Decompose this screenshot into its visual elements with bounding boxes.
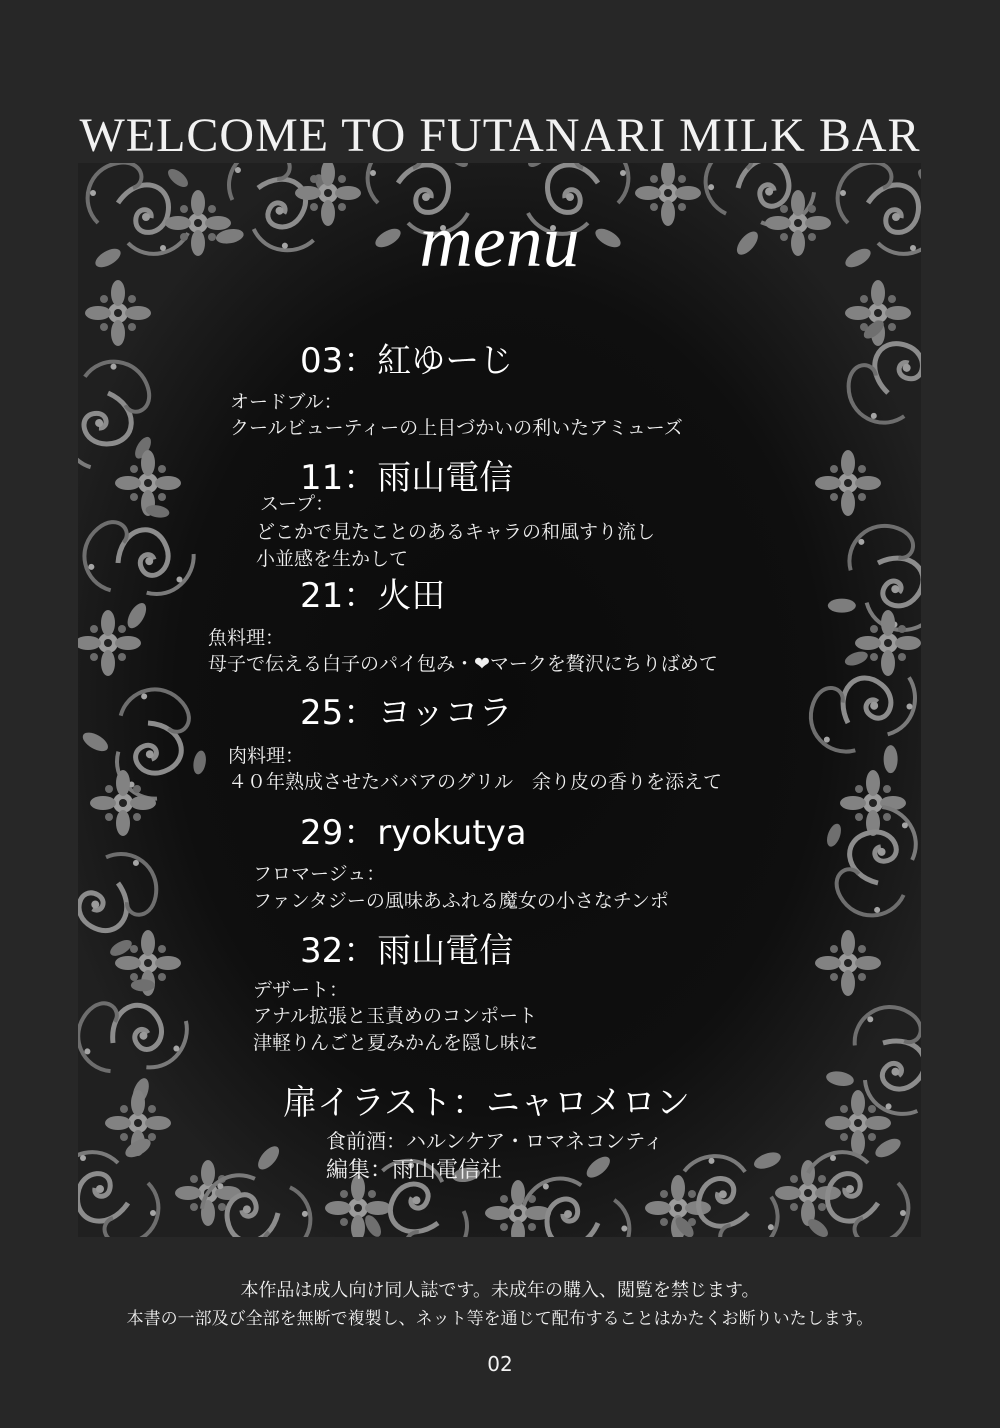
section-line-25-1: ４０年熟成させたババアのグリル 余り皮の香りを添えて [228,771,723,793]
section-course-21: 魚料理： [208,627,285,649]
page-number: 02 [487,1352,513,1376]
section-line-29-1: ファンタジーの風味あふれる魔女の小さなチンポ [253,890,669,912]
page-title: WELCOME TO FUTANARI MILK BAR [79,109,921,162]
section-heading-29: 29：ryokutya [300,813,527,853]
section-heading-32: 32：雨山電信 [300,931,514,971]
section-heading-11: 11：雨山電信 [300,458,514,498]
menu-title: menu [419,201,580,283]
section-heading-25: 25：ヨッコラ [300,693,513,733]
menu-content [78,163,921,1237]
section-line-11-2: 小並感を生かして [256,548,409,570]
section-line-21-1: 母子で伝える白子のパイ包み・❤マークを贅沢にちりばめて [208,653,718,675]
copyright-notice: 本書の一部及び全部を無断で複製し、ネット等を通じて配布することはかたくお断りいたします。 [126,1309,874,1329]
section-line-11-1: どこかで見たことのあるキャラの和風すり流し [256,521,656,543]
credit-editor: 編集：雨山電信社 [326,1158,503,1183]
section-course-25: 肉料理： [228,745,305,767]
section-heading-03: 03：紅ゆーじ [300,341,514,381]
menu-panel [78,163,921,1237]
section-course-11: スープ： [260,493,335,515]
credit-cover-illustration: 扉イラスト：ニャロメロン [283,1083,690,1123]
section-course-32: デザート： [253,979,349,1001]
section-course-03: オードブル： [230,391,343,413]
section-line-03-1: クールビューティーの上目づかいの利いたアミューズ [230,417,683,439]
section-heading-21: 21：火田 [300,576,446,616]
adult-notice: 本作品は成人向け同人誌です。未成年の購入、閲覧を禁じます。 [240,1280,760,1301]
credit-aperitif: 食前酒：ハルンケア・ロマネコンティ [326,1129,664,1153]
section-line-32-1: アナル拡張と玉責めのコンポート [253,1005,538,1027]
section-course-29: フロマージュ： [253,863,386,885]
section-line-32-2: 津軽りんごと夏みかんを隠し味に [253,1032,539,1054]
